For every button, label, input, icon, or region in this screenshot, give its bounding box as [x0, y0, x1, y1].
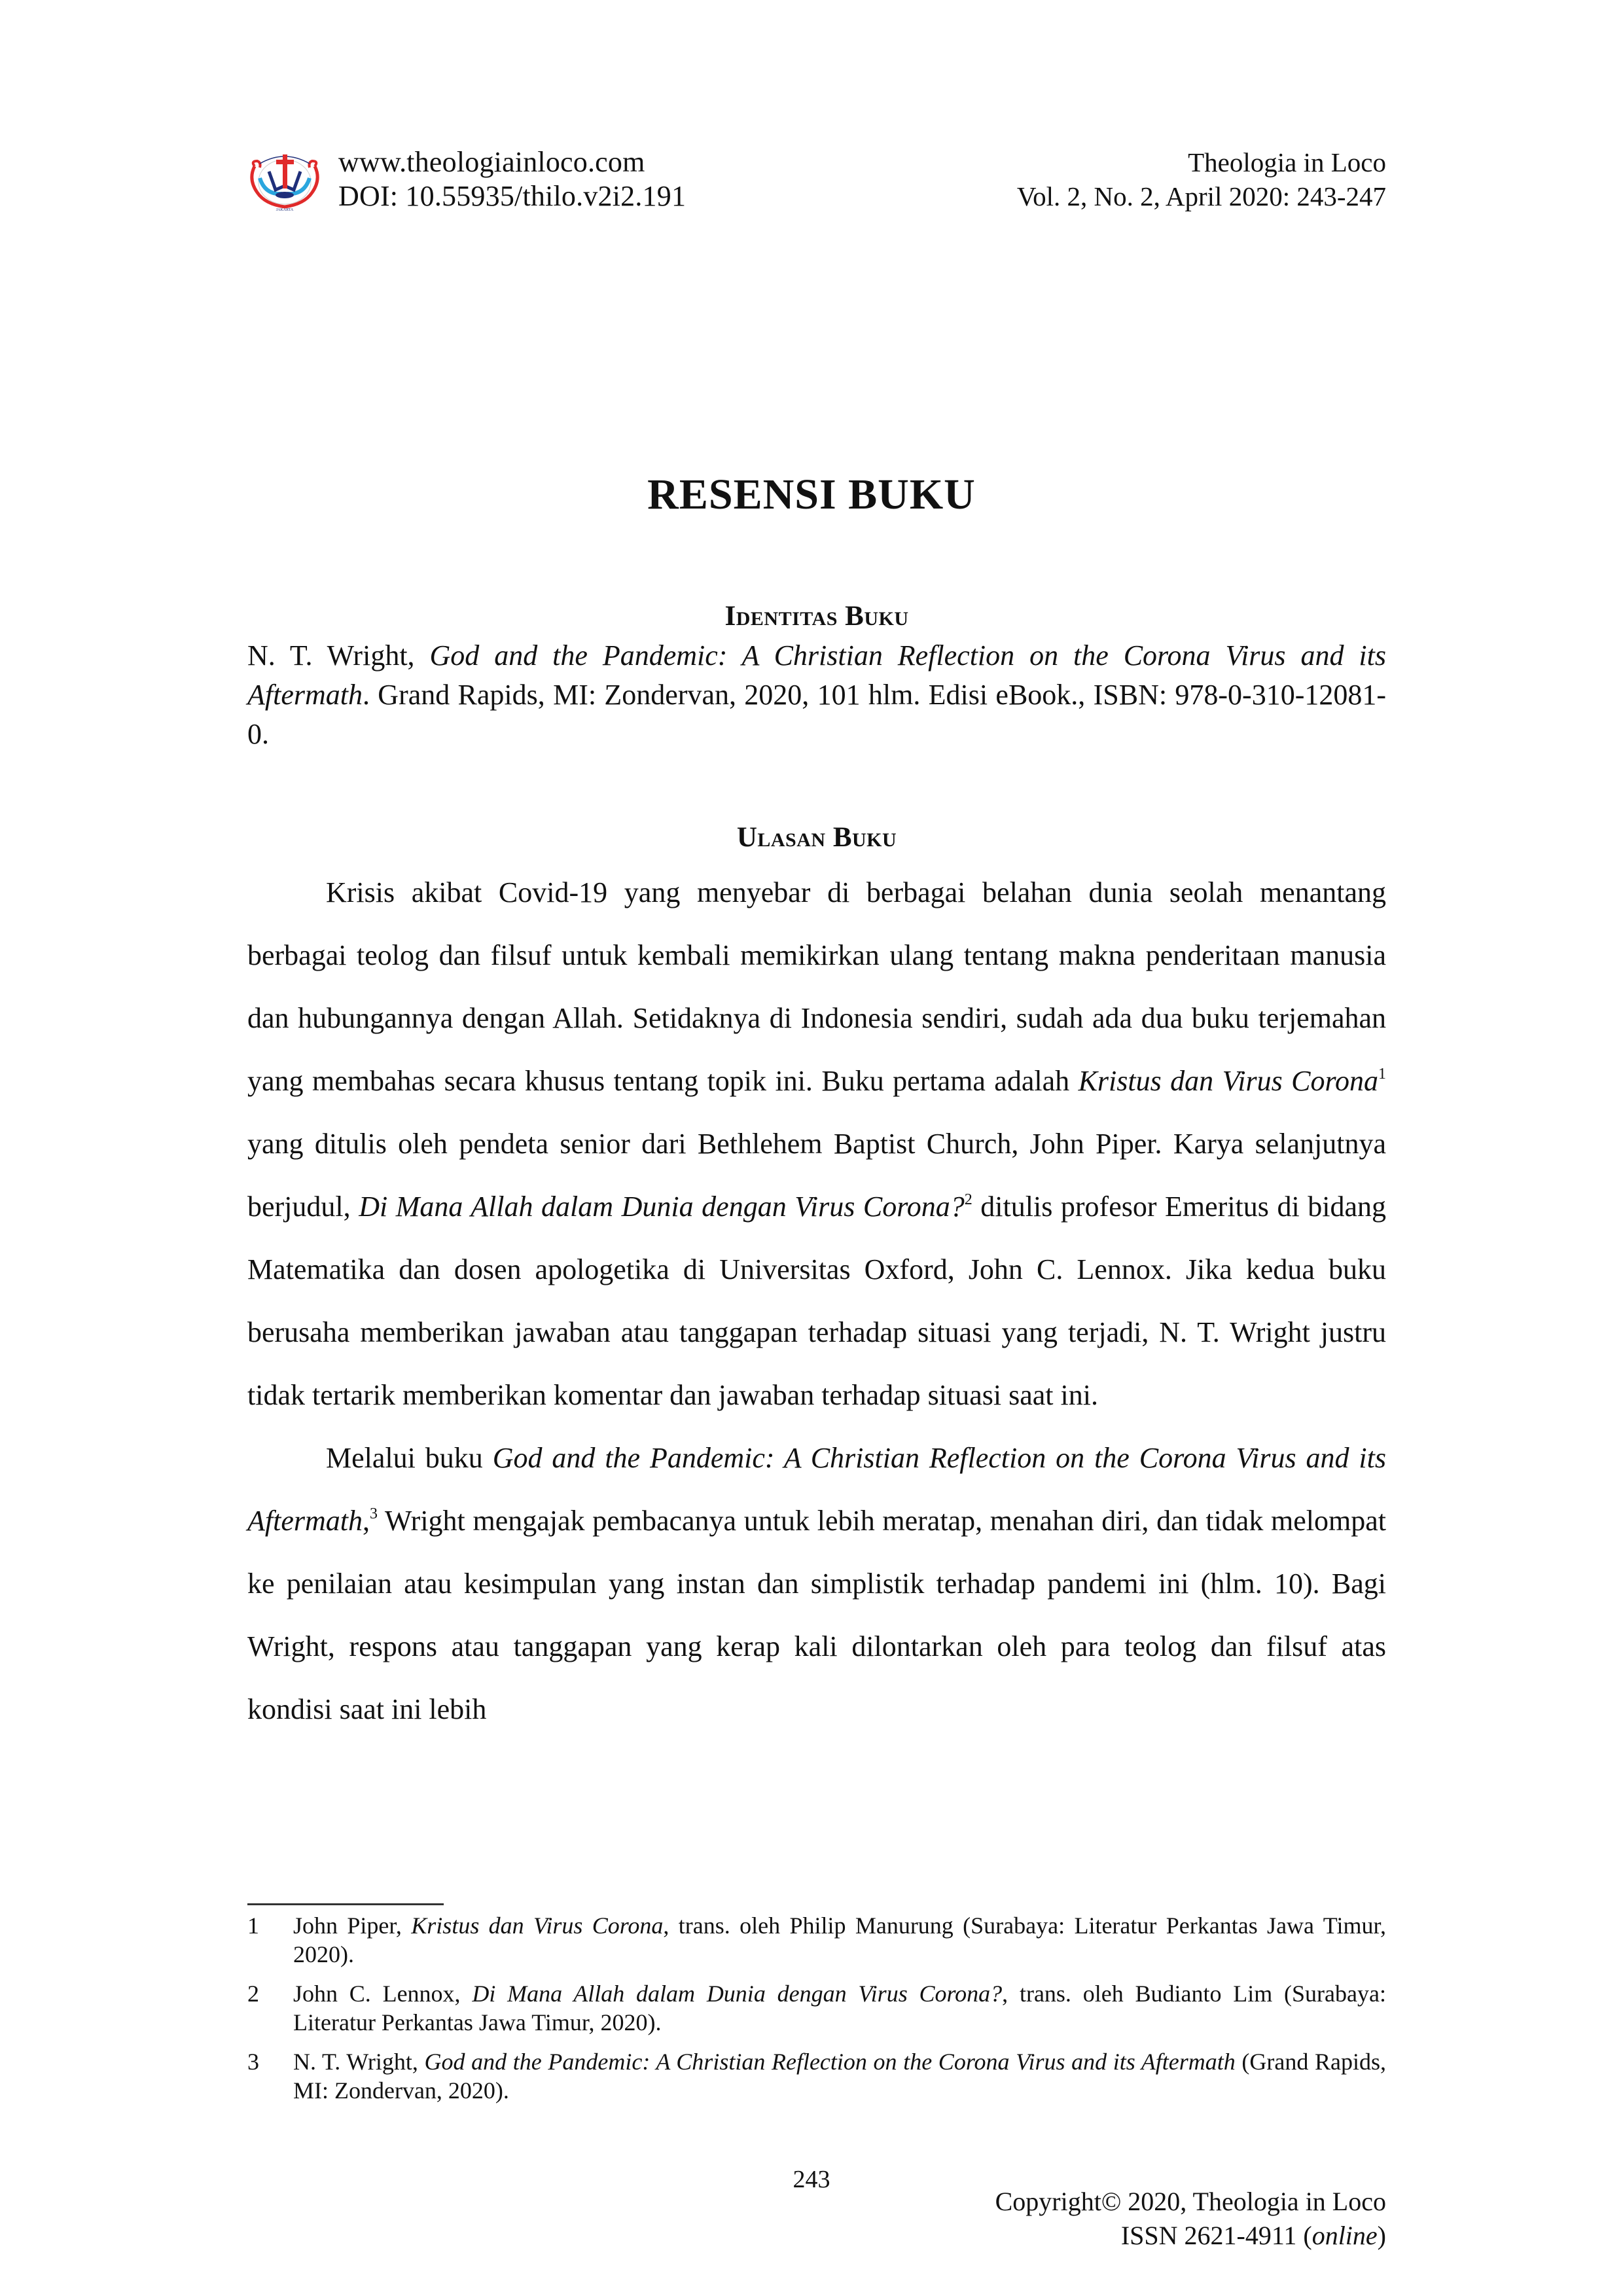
identity-section — [247, 597, 1386, 754]
footnote-divider — [247, 1903, 444, 1905]
footnote-ref-2[interactable]: 2 — [964, 1191, 972, 1208]
footnote-item — [247, 1979, 1386, 2037]
footnote-number: 1 — [247, 1912, 259, 1939]
review-heading: Ulasan Buku — [736, 822, 897, 853]
book-details: . Grand Rapids, MI: Zondervan, 2020, 101 hlm. Edisi eBook., ISBN: 978-0-310-12081-0. — [247, 679, 1386, 750]
review-section — [247, 818, 1386, 1741]
review-paragraph-2 — [247, 1427, 1386, 1741]
italic-book-title: Kristus dan Virus Corona — [1078, 1065, 1378, 1097]
footnote-title: Di Mana Allah dalam Dunia dengan Virus Corona? — [472, 1981, 1003, 2007]
volume-info: Vol. 2, No. 2, April 2020: 243-247 — [1016, 181, 1386, 211]
page-title: RESENSI BUKU — [647, 471, 976, 518]
header-right — [1017, 145, 1386, 213]
italic-book-title: Di Mana Allah dalam Dunia dengan Virus Corona? — [359, 1191, 965, 1223]
footnotes — [247, 1911, 1386, 2115]
journal-name: Theologia in Loco — [1188, 147, 1386, 177]
footnote-number: 3 — [247, 2049, 259, 2075]
issn-text — [995, 2219, 1386, 2253]
issn-online: online — [1311, 2221, 1378, 2250]
footnote-ref-3[interactable]: 3 — [369, 1505, 378, 1522]
footnote-title: Kristus dan Virus Corona — [411, 1912, 664, 1939]
footnote-text: (Grand Rapids, MI: Zondervan, 2020). — [293, 2049, 1386, 2104]
footnote-ref-1[interactable]: 1 — [1378, 1066, 1386, 1083]
identity-heading: Identitas Buku — [724, 601, 909, 632]
paragraph-text: , — [362, 1505, 370, 1537]
paragraph-text: ditulis profesor Emeritus di bidang Matematika dan dosen apologetika di Universitas Oxford, John C. Lennox. Jika kedua buku berusaha memberikan jawaban atau tanggapan terhadap situasi yang terjadi, N. T. Wright justru tidak tertarik memberikan komentar dan jawaban terhadap situasi saat ini. — [247, 1191, 1387, 1411]
paragraph-text: Melalui buku — [326, 1442, 493, 1474]
book-title: God and the Pandemic: A Christian Reflection on the Corona Virus and its Aftermath — [247, 639, 1387, 711]
book-author: N. T. Wright, — [247, 639, 430, 672]
footnote-text: , trans. oleh Philip Manurung (Surabaya: Literatur Perkantas Jawa Timur, 2020). — [293, 1912, 1387, 1967]
footnote-text: John C. Lennox, — [293, 1981, 473, 2007]
footnote-text: John Piper, — [293, 1912, 412, 1939]
footnote-text: , trans. oleh Budianto Lim (Surabaya: Literatur Perkantas Jawa Timur, 2020). — [293, 1981, 1386, 2036]
paragraph-text: Krisis akibat Covid-19 yang menyebar di berbagai belahan dunia seolah menantang berbagai teolog dan filsuf untuk kembali memikirkan ulang tentang makna penderitaan manusia dan hubungannya dengan Allah. Setidaknya di Indonesia sendiri, sudah ada dua buku terjemahan yang membahas secara khusus tentang topik ini. Buku pertama adalah — [247, 876, 1386, 1097]
italic-book-title: God and the Pandemic: A Christian Reflection on the Corona Virus and its Aftermath — [247, 1442, 1387, 1537]
review-paragraph-1 — [247, 861, 1386, 1427]
footnote-text: N. T. Wright, — [293, 2049, 425, 2075]
footnote-title: God and the Pandemic: A Christian Reflection on the Corona Virus and its Aftermath — [424, 2049, 1236, 2075]
copyright-text: Copyright© 2020, Theologia in Loco — [995, 2187, 1386, 2216]
doi-text: DOI: 10.55935/thilo.v2i2.191 — [338, 180, 687, 212]
journal-logo-icon — [245, 147, 324, 212]
issn-suffix: ) — [1377, 2221, 1386, 2250]
book-identity — [247, 636, 1386, 754]
footnote-number: 2 — [247, 1981, 259, 2007]
header-left — [245, 145, 686, 213]
journal-website[interactable]: www.theologiainloco.com — [338, 146, 645, 178]
footnote-item — [247, 1911, 1386, 1969]
footnote-item — [247, 2047, 1386, 2105]
page-number: 243 — [793, 2166, 830, 2193]
footer-copyright — [995, 2185, 1386, 2253]
paragraph-text: Wright mengajak pembacanya untuk lebih meratap, menahan diri, dan tidak melompat ke penilaian atau kesimpulan yang instan dan simplistik terhadap pandemi ini (hlm. 10). Bagi Wright, respons atau tanggapan yang kerap kali dilontarkan oleh para teolog dan filsuf atas kondisi saat ini lebih — [247, 1505, 1386, 1725]
paragraph-text: yang ditulis oleh pendeta senior dari Bethlehem Baptist Church, John Piper. Karya selanjutnya berjudul, — [247, 1128, 1386, 1223]
svg-text:JAKARTA: JAKARTA — [276, 208, 294, 212]
issn-prefix: ISSN 2621-4911 ( — [1120, 2221, 1312, 2250]
